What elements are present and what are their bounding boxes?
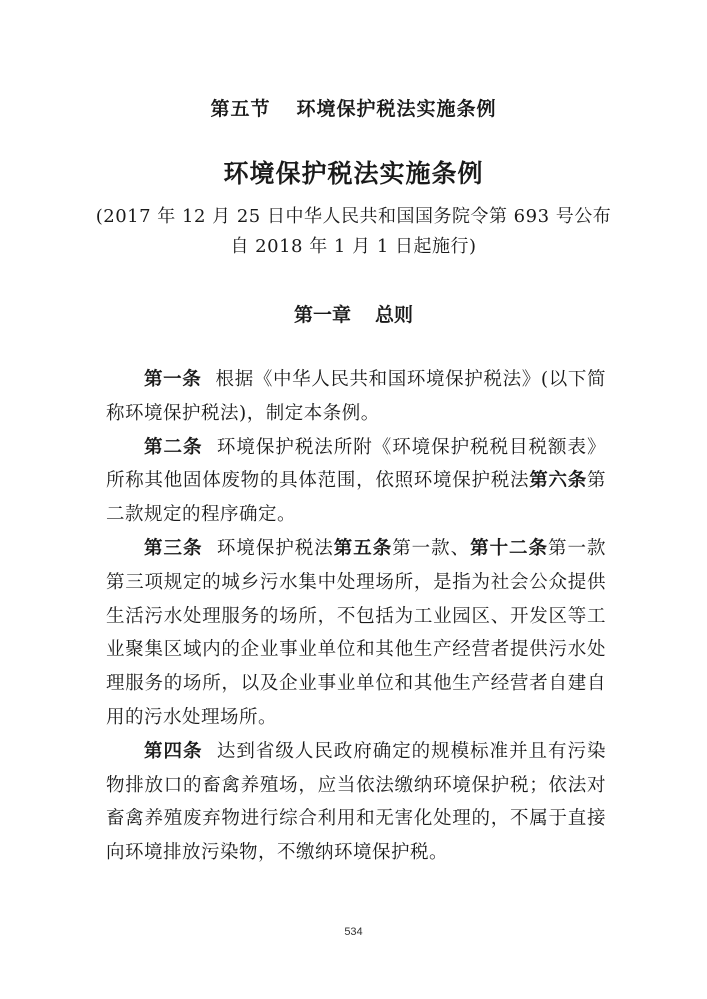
promulgation-line-2: 自 2018 年 1 月 1 日起施行)	[230, 236, 477, 257]
article-number: 第四条	[144, 740, 203, 762]
body-text	[106, 363, 606, 870]
article-4	[106, 735, 606, 870]
article-text: 环境保护税法	[216, 537, 334, 559]
article-number: 第三条	[144, 537, 203, 559]
promulgation-note	[0, 202, 707, 262]
section-heading	[0, 94, 707, 121]
article-number: 第一条	[144, 369, 202, 390]
article-text: 第一款、	[392, 537, 471, 559]
section-title: 环境保护税法实施条例	[296, 98, 497, 120]
article-reference: 第五条	[333, 537, 393, 559]
document-title: 环境保护税法实施条例	[223, 159, 484, 188]
article-text: 第一款第三项规定的城乡污水集中处理场所，是指为社会公众提供生活污水处理服务的场所，不包括为工业园区、开发区等工业聚集区域内的企业事业单位和其他生产经营者提供污水处理服务的场所，以及企业事业单位和其他生产经营者自建自用的污水处理场所。	[106, 537, 606, 728]
promulgation-line-1: (2017 年 12 月 25 日中华人民共和国国务院令第 693 号公布	[95, 206, 612, 227]
article-reference: 第六条	[529, 470, 587, 492]
chapter-title: 总则	[375, 304, 414, 326]
chapter-label: 第一章	[293, 304, 351, 326]
article-3	[106, 532, 606, 735]
article-1	[106, 363, 606, 431]
article-text: 达到省级人民政府确定的规模标准并且有污染物排放口的畜禽养殖场，应当依法缴纳环境保护税；依法对畜禽养殖废弃物进行综合利用和无害化处理的，不属于直接向环境排放污染物，不缴纳环境保护税。	[106, 740, 606, 864]
section-label: 第五节	[210, 98, 271, 120]
chapter-heading	[0, 300, 707, 327]
page-number: 534	[344, 926, 363, 938]
article-number: 第二条	[144, 436, 203, 458]
article-reference: 第十二条	[470, 537, 549, 559]
article-2	[106, 431, 606, 532]
article-text: 第二款规定的程序确定。	[106, 470, 606, 526]
article-text: 环境保护税法所附《环境保护税税目税额表》所称其他固体废物的具体范围，依照环境保护税法	[106, 436, 606, 492]
article-text: 根据《中华人民共和国环境保护税法》(以下简称环境保护税法)，制定本条例。	[106, 369, 606, 424]
